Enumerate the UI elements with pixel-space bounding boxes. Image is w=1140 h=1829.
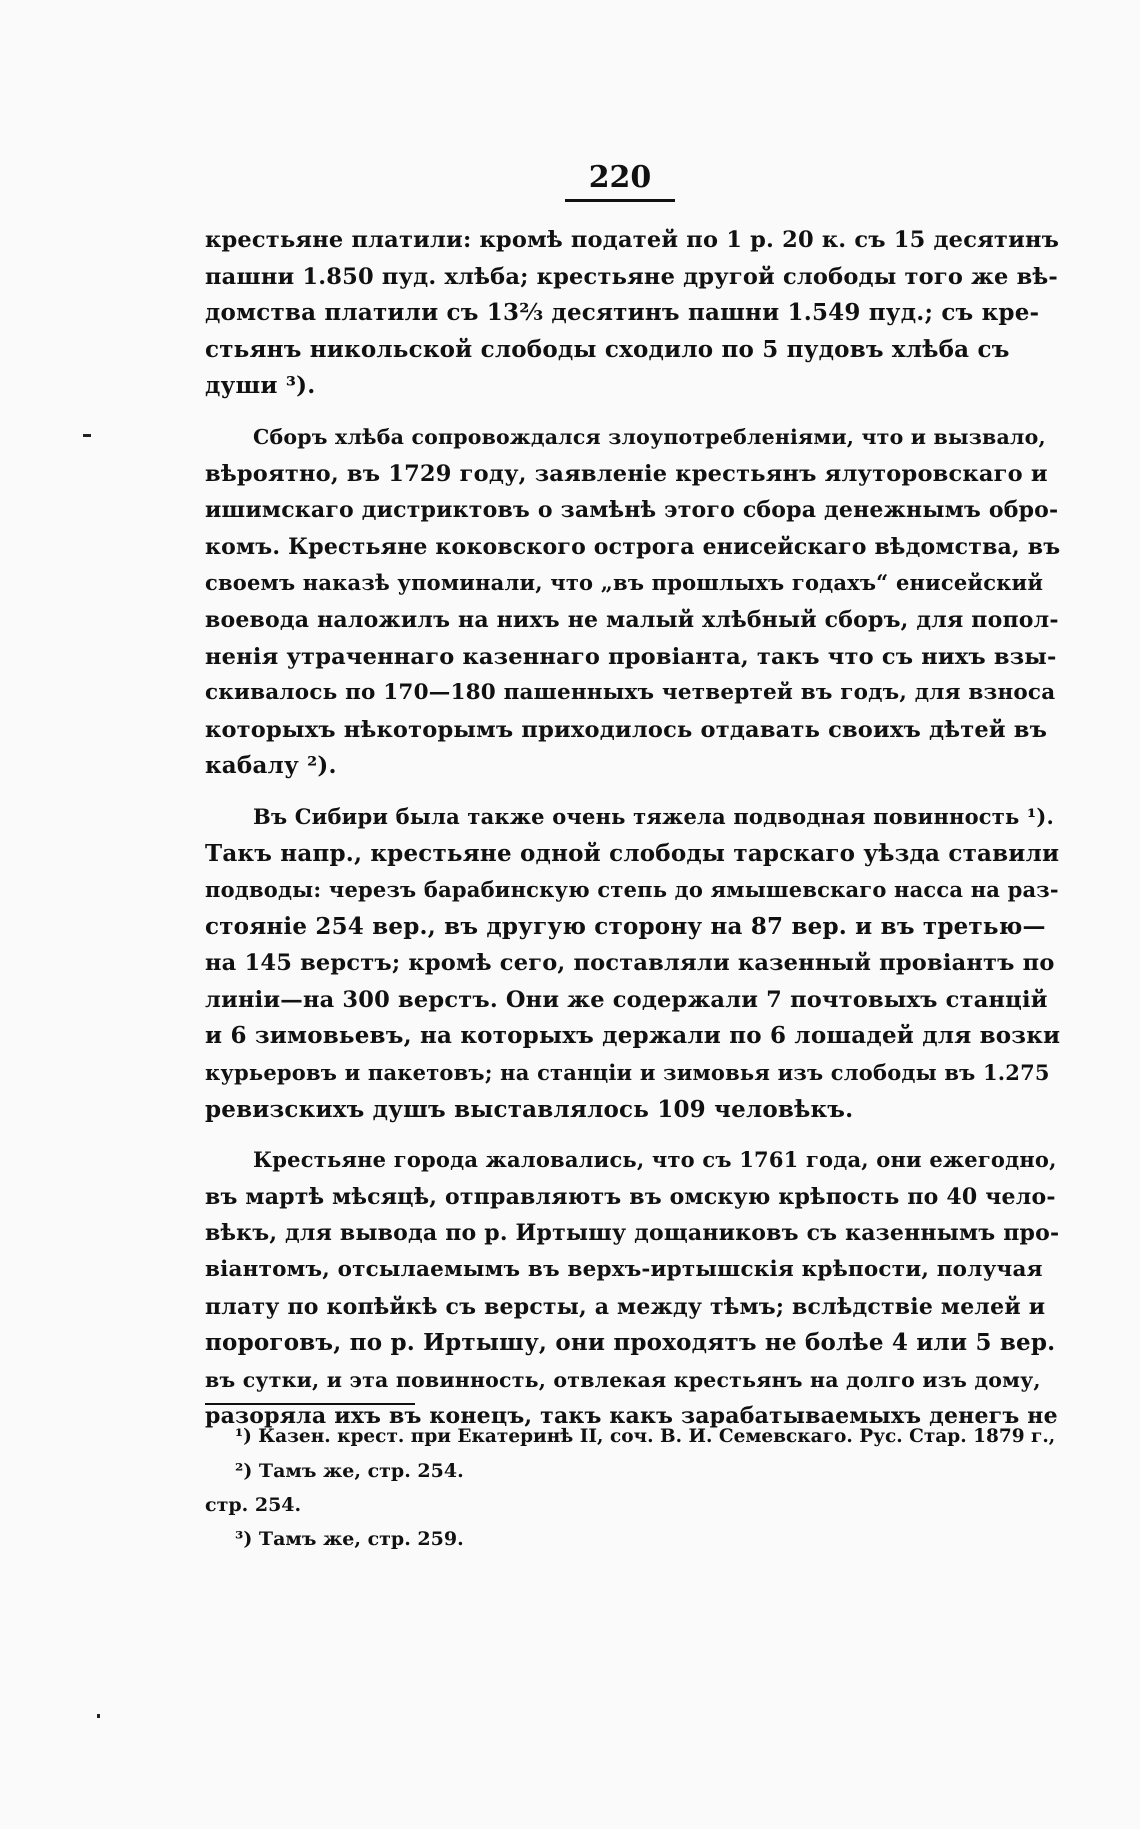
- footnotes: [205, 1420, 1065, 1556]
- text-line: пашни 1.850 пуд. хлѣба; крестьяне другой слободы того же вѣ-: [205, 263, 1058, 290]
- text-line: крестьяне платили: кромѣ податей по 1 р. 20 к. съ 15 десятинъ: [205, 227, 1060, 253]
- text-line: Такъ напр., крестьяне одной слободы тарскаго уѣзда ставили: [205, 839, 1060, 867]
- text-line: курьеровъ и пакетовъ; на станціи и зимовья изъ слободы въ 1.275: [205, 1060, 1050, 1086]
- paragraph-gap: [205, 1128, 1060, 1142]
- page-number: 220: [565, 160, 675, 202]
- text-line: разоряла ихъ въ конецъ, такъ какъ зарабатываемыхъ денегъ не: [205, 1403, 1058, 1430]
- text-line: пороговъ, по р. Иртышу, они проходятъ не болѣе 4 или 5 вер.: [205, 1329, 1056, 1357]
- text-line: ревизскихъ душъ выставлялось 109 человѣкъ.: [205, 1095, 854, 1123]
- footnote: ²) Тамъ же, стр. 254.: [235, 1460, 464, 1482]
- text-line: вѣроятно, въ 1729 году, заявленіе крестьянъ ялуторовскаго и: [205, 460, 1048, 487]
- paragraph: [205, 419, 1060, 785]
- text-line: Крестьяне города жаловались, что съ 1761 года, они ежегодно,: [253, 1147, 1057, 1173]
- scan-speck: [83, 434, 91, 437]
- paragraph: [205, 222, 1060, 405]
- text-line: воевода наложилъ на нихъ не малый хлѣбный сборъ, для попол-: [205, 606, 1059, 633]
- footnote: ¹) Казен. крест. при Екатеринѣ II, соч. В. И. Семевскаго. Рус. Стар. 1879 г.,: [235, 1426, 1056, 1447]
- paragraph: [205, 799, 1060, 1128]
- body-text: [205, 222, 1060, 1435]
- text-line: Въ Сибири была также очень тяжела подводная повинность ¹).: [253, 803, 1055, 829]
- text-line: кабалу ²).: [205, 752, 337, 780]
- text-line: линіи—на 300 верстъ. Они же содержали 7 почтовыхъ станцій: [205, 986, 1048, 1013]
- text-line: ненія утраченнаго казеннаго провіанта, такъ что съ нихъ взы-: [205, 643, 1057, 670]
- text-line: Сборъ хлѣба сопровождался злоупотребленіями, что и вызвало,: [253, 424, 1046, 449]
- paragraph: [205, 1142, 1060, 1435]
- text-line: въ сутки, и эта повинность, отвлекая крестьянъ на долго изъ дому,: [205, 1367, 1041, 1392]
- text-line: своемъ наказѣ упоминали, что „въ прошлыхъ годахъ“ енисейский: [205, 570, 1044, 596]
- text-line: подводы: черезъ барабинскую степь до ямышевскаго насса на раз-: [205, 877, 1059, 903]
- text-line: стьянъ никольской слободы сходило по 5 пудовъ хлѣба съ: [205, 335, 1010, 363]
- footnote: стр. 254.: [205, 1494, 302, 1516]
- footnote: ³) Тамъ же, стр. 259.: [235, 1528, 464, 1550]
- text-line: віантомъ, отсылаемымъ въ верхъ-иртышскія крѣпости, получая: [205, 1257, 1043, 1283]
- text-line: на 145 верстъ; кромѣ сего, поставляли казенный провіантъ по: [205, 950, 1055, 977]
- scan-speck: [97, 1714, 100, 1718]
- text-line: домства платили съ 13⅔ десятинъ пашни 1.549 пуд.; съ кре-: [205, 299, 1040, 327]
- text-line: души ³).: [205, 372, 316, 400]
- text-line: плату по копѣйкѣ съ версты, а между тѣмъ; вслѣдствіе мелей и: [205, 1293, 1046, 1320]
- text-line: вѣкъ, для вывода по р. Иртышу дощаниковъ съ казеннымъ про-: [205, 1220, 1060, 1247]
- text-line: комъ. Крестьяне коковского острога енисейскаго вѣдомства, въ: [205, 533, 1060, 560]
- footnote-separator: [205, 1403, 415, 1405]
- paragraph-gap: [205, 405, 1060, 419]
- text-line: которыхъ нѣкоторымъ приходилось отдавать своихъ дѣтей въ: [205, 716, 1048, 743]
- text-line: ишимскаго дистриктовъ о замѣнѣ этого сбора денежнымъ обро-: [205, 497, 1059, 524]
- text-line: стояніе 254 вер., въ другую сторону на 87 вер. и въ третью—: [205, 912, 1046, 940]
- text-line: скивалось по 170—180 пашенныхъ четвертей въ годъ, для взноса: [205, 680, 1056, 706]
- text-line: и 6 зимовьевъ, на которыхъ держали по 6 лошадей для возки: [205, 1022, 1060, 1050]
- paragraph-gap: [205, 785, 1060, 799]
- text-line: въ мартѣ мѣсяцѣ, отправляютъ въ омскую крѣпость по 40 чело-: [205, 1183, 1056, 1210]
